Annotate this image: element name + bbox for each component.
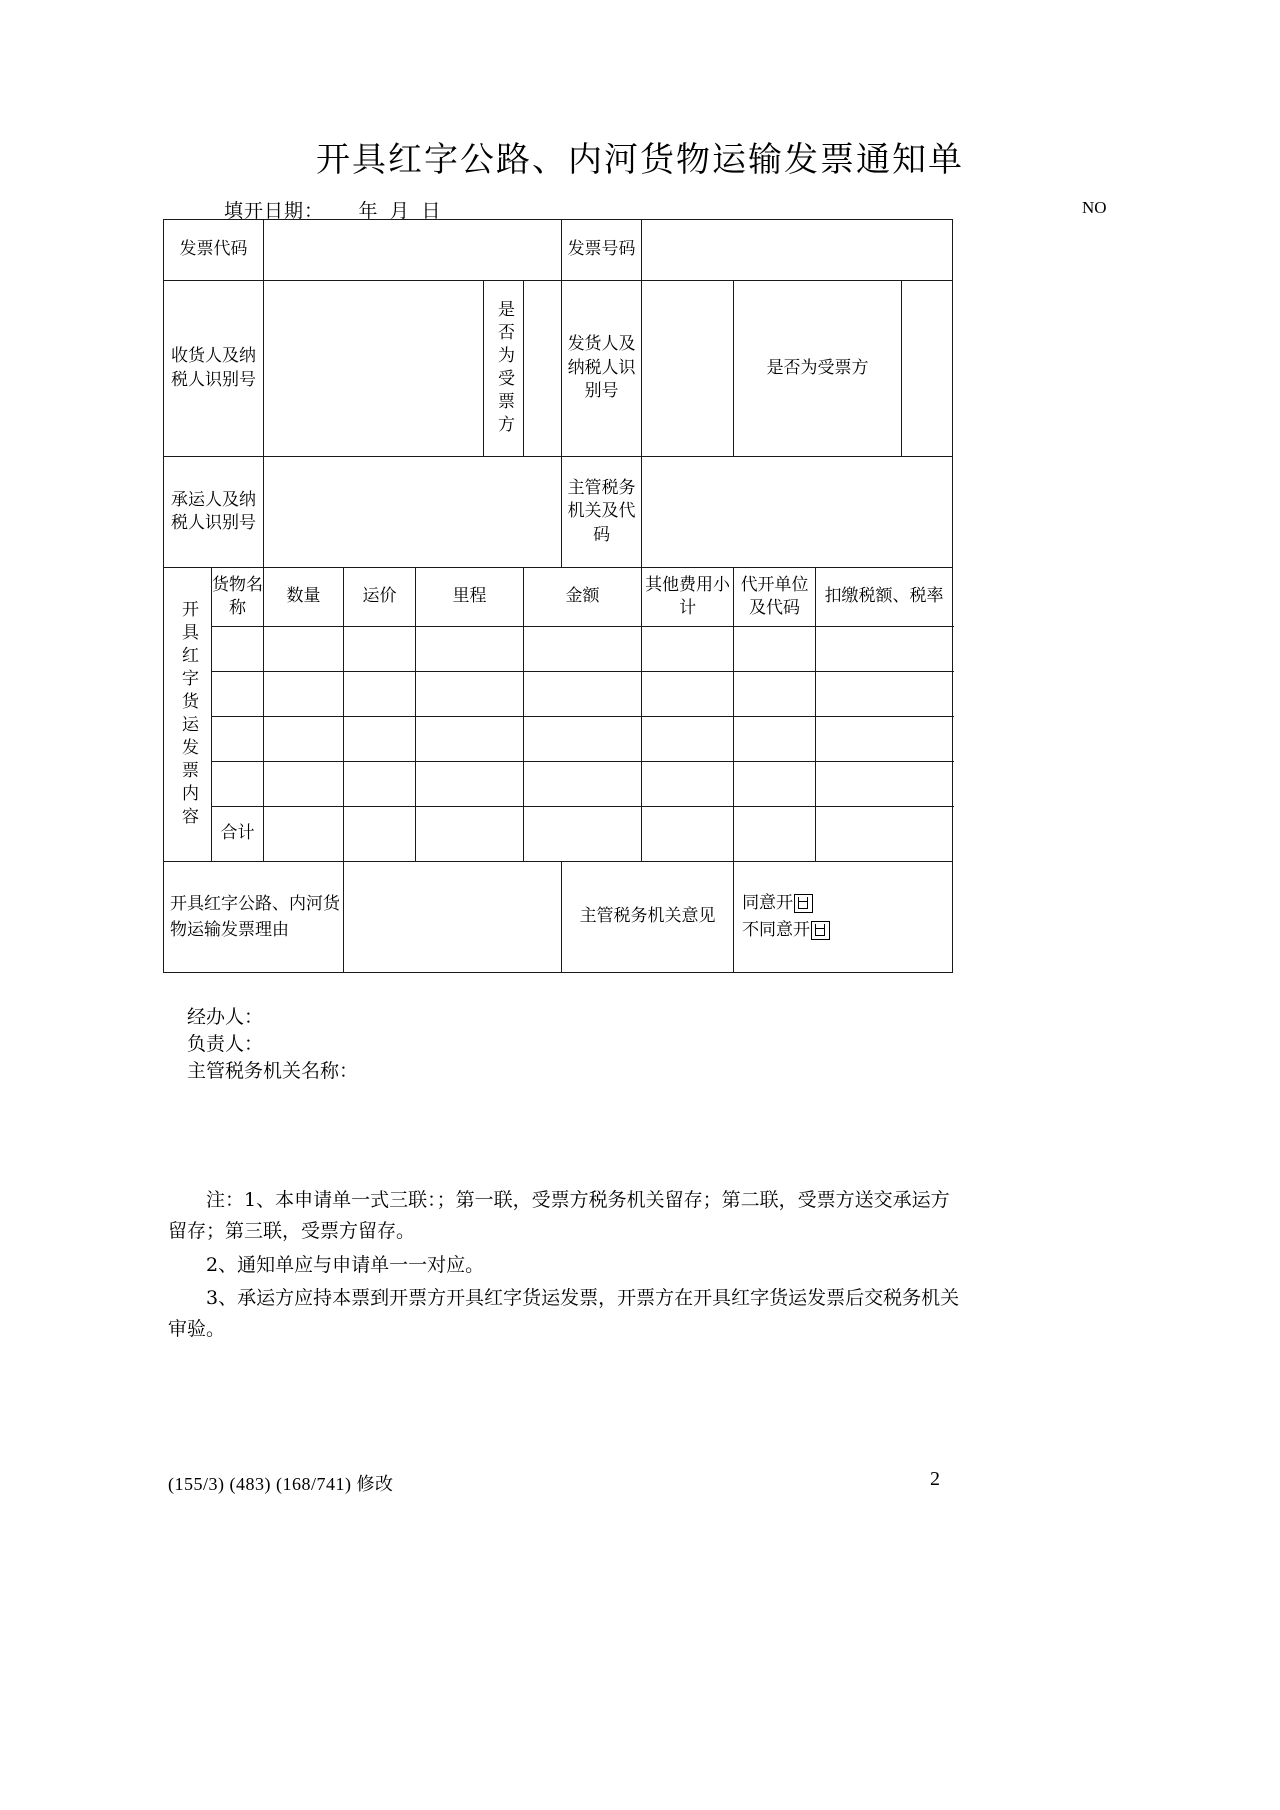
agree-option[interactable] bbox=[736, 890, 950, 917]
cell-other-fees[interactable] bbox=[642, 627, 734, 672]
note-item-2: 2、通知单应与申请单一一对应。 bbox=[206, 1253, 485, 1276]
column-header-goods-name: 货物名称 bbox=[212, 568, 264, 627]
cell-goods-name[interactable] bbox=[212, 627, 264, 672]
total-amount[interactable] bbox=[524, 807, 642, 862]
column-header-withholding-tax: 扣缴税额、税率 bbox=[816, 568, 953, 627]
cell-freight-rate[interactable] bbox=[344, 762, 416, 807]
consignee-label: 收货人及纳税人识别号 bbox=[164, 281, 264, 457]
authority-opinion-label: 主管税务机关意见 bbox=[562, 862, 734, 973]
cell-other-fees[interactable] bbox=[642, 672, 734, 717]
invoice-number-input[interactable] bbox=[642, 220, 953, 281]
cell-goods-name[interactable] bbox=[212, 672, 264, 717]
row-goods-header bbox=[164, 568, 953, 627]
row-consignee-consignor bbox=[164, 281, 953, 457]
cell-withholding-tax[interactable] bbox=[816, 672, 953, 717]
cell-quantity[interactable] bbox=[264, 762, 344, 807]
total-other-fees[interactable] bbox=[642, 807, 734, 862]
agree-checkbox-icon[interactable] bbox=[794, 894, 813, 913]
cell-other-fees[interactable] bbox=[642, 762, 734, 807]
cell-amount[interactable] bbox=[524, 672, 642, 717]
cell-issuing-unit[interactable] bbox=[734, 672, 816, 717]
handler-label: 经办人： bbox=[187, 1007, 264, 1028]
consignor-is-payee-input[interactable] bbox=[902, 281, 953, 457]
table-row bbox=[164, 627, 953, 672]
invoice-code-label: 发票代码 bbox=[164, 220, 264, 281]
cell-quantity[interactable] bbox=[264, 672, 344, 717]
disagree-option[interactable] bbox=[736, 917, 950, 944]
disagree-label: 不同意开 bbox=[742, 920, 811, 940]
cell-quantity[interactable] bbox=[264, 717, 344, 762]
agree-label: 同意开 bbox=[742, 892, 794, 913]
cell-issuing-unit[interactable] bbox=[734, 762, 816, 807]
column-header-mileage: 里程 bbox=[416, 568, 524, 627]
page-number: 2 bbox=[930, 1468, 940, 1490]
row-carrier-authority bbox=[164, 457, 953, 568]
column-header-issuing-unit: 代开单位及代码 bbox=[734, 568, 816, 627]
table-row bbox=[164, 762, 953, 807]
fill-date-line: 填开日期： 年 月 日 bbox=[224, 201, 442, 222]
total-freight-rate[interactable] bbox=[344, 807, 416, 862]
consignor-label: 发货人及纳税人识别号 bbox=[562, 281, 642, 457]
column-header-quantity: 数量 bbox=[264, 568, 344, 627]
tax-authority-label: 主管税务机关及代码 bbox=[562, 457, 642, 568]
consignee-is-payee-label: 是否为受票方 bbox=[484, 281, 524, 457]
carrier-input[interactable] bbox=[264, 457, 562, 568]
total-withholding-tax[interactable] bbox=[816, 807, 953, 862]
row-reason bbox=[164, 862, 953, 973]
table-row bbox=[164, 672, 953, 717]
cell-withholding-tax[interactable] bbox=[816, 717, 953, 762]
cell-quantity[interactable] bbox=[264, 627, 344, 672]
carrier-label: 承运人及纳税人识别号 bbox=[164, 457, 264, 568]
cell-withholding-tax[interactable] bbox=[816, 627, 953, 672]
cell-goods-name[interactable] bbox=[212, 717, 264, 762]
total-label: 合计 bbox=[212, 807, 264, 862]
cell-freight-rate[interactable] bbox=[344, 717, 416, 762]
cell-issuing-unit[interactable] bbox=[734, 627, 816, 672]
cell-freight-rate[interactable] bbox=[344, 672, 416, 717]
consignor-is-payee-label: 是否为受票方 bbox=[734, 281, 902, 457]
column-header-freight-rate: 运价 bbox=[344, 568, 416, 627]
tax-authority-input[interactable] bbox=[642, 457, 953, 568]
column-header-amount: 金额 bbox=[524, 568, 642, 627]
note-item-1: 注：1、本申请单一式三联：；第一联，受票方税务机关留存；第二联，受票方送交承运方留存；第三联，受票方留存。 bbox=[168, 1189, 950, 1243]
cell-amount[interactable] bbox=[524, 627, 642, 672]
cell-mileage[interactable] bbox=[416, 627, 524, 672]
disagree-checkbox-icon[interactable] bbox=[811, 921, 830, 940]
authority-name-label: 主管税务机关名称： bbox=[187, 1061, 359, 1082]
cell-freight-rate[interactable] bbox=[344, 627, 416, 672]
main-form-table bbox=[163, 219, 953, 973]
row-total bbox=[164, 807, 953, 862]
invoice-number-label: 发票号码 bbox=[562, 220, 642, 281]
row-invoice-identifiers bbox=[164, 220, 953, 281]
cell-withholding-tax[interactable] bbox=[816, 762, 953, 807]
total-quantity[interactable] bbox=[264, 807, 344, 862]
table-row bbox=[164, 717, 953, 762]
consignor-input[interactable] bbox=[642, 281, 734, 457]
notes-block bbox=[168, 1185, 968, 1348]
consignee-input[interactable] bbox=[264, 281, 484, 457]
responsible-label: 负责人： bbox=[187, 1034, 264, 1055]
reason-input[interactable] bbox=[344, 862, 562, 973]
content-side-label: 开具红字货运发票内容 bbox=[164, 568, 212, 862]
total-issuing-unit[interactable] bbox=[734, 807, 816, 862]
serial-no-label: NO bbox=[1082, 198, 1107, 217]
cell-issuing-unit[interactable] bbox=[734, 717, 816, 762]
invoice-code-input[interactable] bbox=[264, 220, 562, 281]
reason-label: 开具红字公路、内河货物运输发票理由 bbox=[164, 862, 344, 973]
cell-amount[interactable] bbox=[524, 762, 642, 807]
cell-mileage[interactable] bbox=[416, 762, 524, 807]
page-title: 开具红字公路、内河货物运输发票通知单 bbox=[316, 140, 964, 180]
footer-form-code: (155/3) (483) (168/741) 修改 bbox=[168, 1474, 394, 1494]
cell-goods-name[interactable] bbox=[212, 762, 264, 807]
note-item-3: 3、承运方应持本票到开票方开具红字货运发票，开票方在开具红字货运发票后交税务机关审验。 bbox=[168, 1287, 960, 1341]
consignee-is-payee-input[interactable] bbox=[524, 281, 562, 457]
column-header-other-fees: 其他费用小计 bbox=[642, 568, 734, 627]
total-mileage[interactable] bbox=[416, 807, 524, 862]
authority-decision-group bbox=[734, 862, 953, 973]
cell-mileage[interactable] bbox=[416, 717, 524, 762]
cell-amount[interactable] bbox=[524, 717, 642, 762]
signature-line bbox=[168, 980, 968, 1105]
cell-other-fees[interactable] bbox=[642, 717, 734, 762]
cell-mileage[interactable] bbox=[416, 672, 524, 717]
